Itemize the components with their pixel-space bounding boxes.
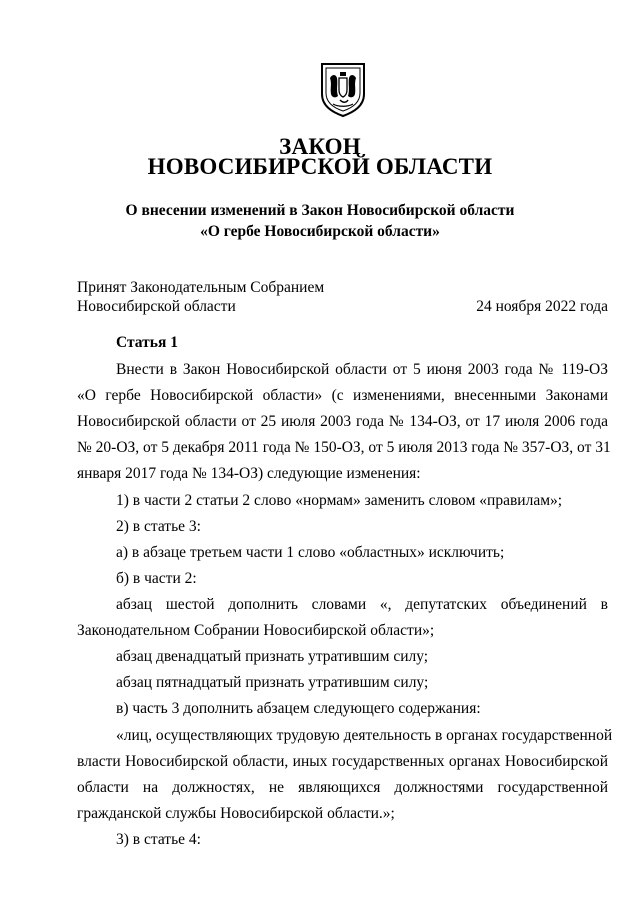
article-line: власти Новосибирской области, иных государственных органах Новосибирской: [77, 753, 608, 770]
article-heading: Статья 1: [116, 334, 178, 351]
article-line: № 20-ОЗ, от 5 декабря 2011 года № 150-ОЗ, от 5 июля 2013 года № 357-ОЗ, от 31: [77, 439, 611, 456]
article-item: б) в части 2:: [116, 570, 197, 587]
law-title-line1: ЗАКОН: [279, 134, 361, 159]
adoption-line2: Новосибирской области: [77, 298, 236, 315]
article-line: Внести в Закон Новосибирской области от 5 июня 2003 года № 119-ОЗ: [116, 361, 608, 378]
article-item: 1) в части 2 статьи 2 слово «нормам» заменить словом «правилам»;: [116, 492, 563, 509]
article-line: «лиц, осуществляющих трудовую деятельность в органах государственной: [116, 727, 613, 744]
article-item: 2) в статье 3:: [116, 518, 201, 535]
article-item: абзац пятнадцатый признать утратившим силу;: [116, 674, 429, 691]
coat-of-arms-emblem: [318, 60, 368, 118]
article-item: абзац двенадцатый признать утратившим силу;: [116, 648, 429, 665]
article-line: области на должностях, не являющихся должностями государственной: [77, 779, 608, 796]
law-subtitle-line2: «О гербе Новосибирской области»: [200, 223, 440, 240]
article-line: Законодательном Собрании Новосибирской области»;: [77, 622, 435, 639]
article-item: 3) в статье 4:: [116, 831, 201, 848]
article-item: в) часть 3 дополнить абзацем следующего содержания:: [116, 700, 481, 717]
adoption-line1: Принят Законодательным Собранием: [77, 279, 325, 296]
adoption-date: 24 ноября 2022 года: [476, 298, 608, 315]
article-line: абзац шестой дополнить словами «, депутатских объединений в: [116, 596, 608, 613]
article-line: «О гербе Новосибирской области» (с изменениями, внесенными Законами: [77, 387, 608, 404]
law-title-line2: НОВОСИБИРСКОЙ ОБЛАСТИ: [147, 154, 493, 179]
article-line: января 2017 года № 134-ОЗ) следующие изменения:: [77, 465, 421, 482]
law-subtitle-line1: О внесении изменений в Закон Новосибирской области: [125, 202, 515, 219]
article-line: Новосибирской области от 25 июля 2003 года № 134-ОЗ, от 17 июля 2006 года: [77, 413, 608, 430]
article-line: гражданской службы Новосибирской области.»;: [77, 805, 395, 822]
article-item: а) в абзаце третьем части 1 слово «областных» исключить;: [116, 544, 505, 561]
